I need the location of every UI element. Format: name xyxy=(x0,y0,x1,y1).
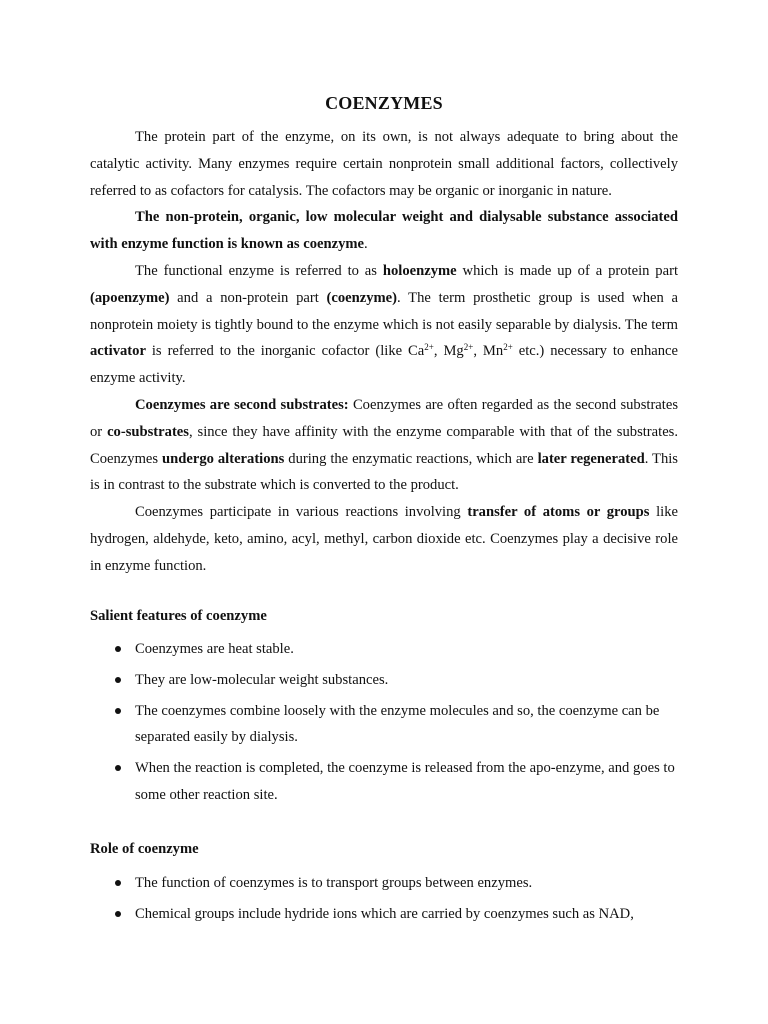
section-heading-role: Role of coenzyme xyxy=(90,841,199,857)
list-item-text: Coenzymes are heat stable. xyxy=(135,641,294,657)
term-apoenzyme: (apoenzyme) xyxy=(90,289,170,306)
text-run: The functional enzyme is referred to as xyxy=(135,262,383,279)
paragraph-holoenzyme xyxy=(90,258,678,392)
page-title: COENZYMES xyxy=(325,93,443,113)
list-item-text: Chemical groups include hydride ions which are carried by coenzymes such as NAD, xyxy=(135,905,634,922)
paragraph-second-substrates xyxy=(90,392,678,499)
superscript-charge: 2+ xyxy=(463,342,474,353)
term-coenzyme: (coenzyme) xyxy=(326,289,398,306)
superscript-charge: 2+ xyxy=(503,342,513,353)
text-run: , Mn xyxy=(473,343,504,360)
salient-features-list xyxy=(90,636,678,813)
text-run: , Mg xyxy=(433,343,464,360)
text-run: during the enzymatic reactions, which are xyxy=(284,450,538,467)
bullet-icon xyxy=(115,708,121,714)
text-run: which is made up of a protein part xyxy=(456,262,678,279)
section-heading-salient-features: Salient features of coenzyme xyxy=(90,608,267,624)
text-run: Coenzymes participate in various reactions involving xyxy=(135,504,468,521)
definition-end: . xyxy=(364,236,368,253)
term-second-substrates: Coenzymes are second substrates: xyxy=(135,396,349,413)
list-item xyxy=(90,755,678,809)
bullet-icon xyxy=(115,677,121,683)
definition-bold: The non-protein, organic, low molecular weight and dialysable substance associated with enzyme function is known as coenzyme xyxy=(90,209,678,253)
list-item xyxy=(90,870,678,897)
text-run: like hydrogen, aldehyde, keto, amino, acyl, methyl, carbon dioxide etc. Coenzymes play a decisive role in enzyme function. xyxy=(90,504,678,574)
list-item xyxy=(90,698,678,752)
text-run: and a non-protein part xyxy=(169,289,327,306)
term-later-regenerated: later regenerated xyxy=(537,450,645,467)
text-run: etc.) necessary to enhance enzyme activity. xyxy=(90,343,678,387)
list-item-text: The coenzymes combine loosely with the enzyme molecules and so, the coenzyme can be separated easily by dialysis. xyxy=(135,702,660,746)
superscript-charge: 2+ xyxy=(424,342,434,353)
list-item-text: They are low-molecular weight substances. xyxy=(135,671,389,688)
term-undergo-alterations: undergo alterations xyxy=(162,450,285,467)
text-run: . The term prosthetic group is used when a nonprotein moiety is tightly bound to the enzyme which is not easily separable by dialysis. The term xyxy=(90,289,678,333)
body-text xyxy=(90,124,678,580)
paragraph-intro: The protein part of the enzyme, on its own, is not always adequate to bring about the catalytic activity. Many enzymes require certain nonprotein small additional factors, collectively referred to as cofactors for catalysis. The cofactors may be organic or inorganic in nature. xyxy=(90,129,678,199)
list-item-text: The function of coenzymes is to transport groups between enzymes. xyxy=(135,875,533,891)
paragraph-transfer xyxy=(90,499,678,579)
bullet-icon xyxy=(115,911,121,917)
text-run: is referred to the inorganic cofactor (like Ca xyxy=(145,343,425,360)
paragraph-definition xyxy=(90,204,678,258)
term-transfer-of-atoms: transfer of atoms or groups xyxy=(467,504,650,521)
term-holoenzyme: holoenzyme xyxy=(382,262,457,279)
list-item-text: When the reaction is completed, the coenzyme is released from the apo-enzyme, and goes to some other reaction site. xyxy=(135,760,675,803)
bullet-icon xyxy=(115,765,121,771)
bullet-icon xyxy=(115,880,121,886)
text-run: Coenzymes are often regarded as the second substrates or xyxy=(90,396,678,440)
text-run: , since they have affinity with the enzyme comparable with that of the substrates. Coenzymes xyxy=(90,423,678,467)
role-list xyxy=(90,870,678,932)
bullet-icon xyxy=(115,646,121,652)
list-item xyxy=(90,901,678,928)
list-item xyxy=(90,636,678,663)
list-item xyxy=(90,667,678,694)
term-co-substrates: co-substrates xyxy=(107,423,189,440)
text-run: . This is in contrast to the substrate which is converted to the product. xyxy=(90,450,678,494)
term-activator: activator xyxy=(90,343,146,360)
